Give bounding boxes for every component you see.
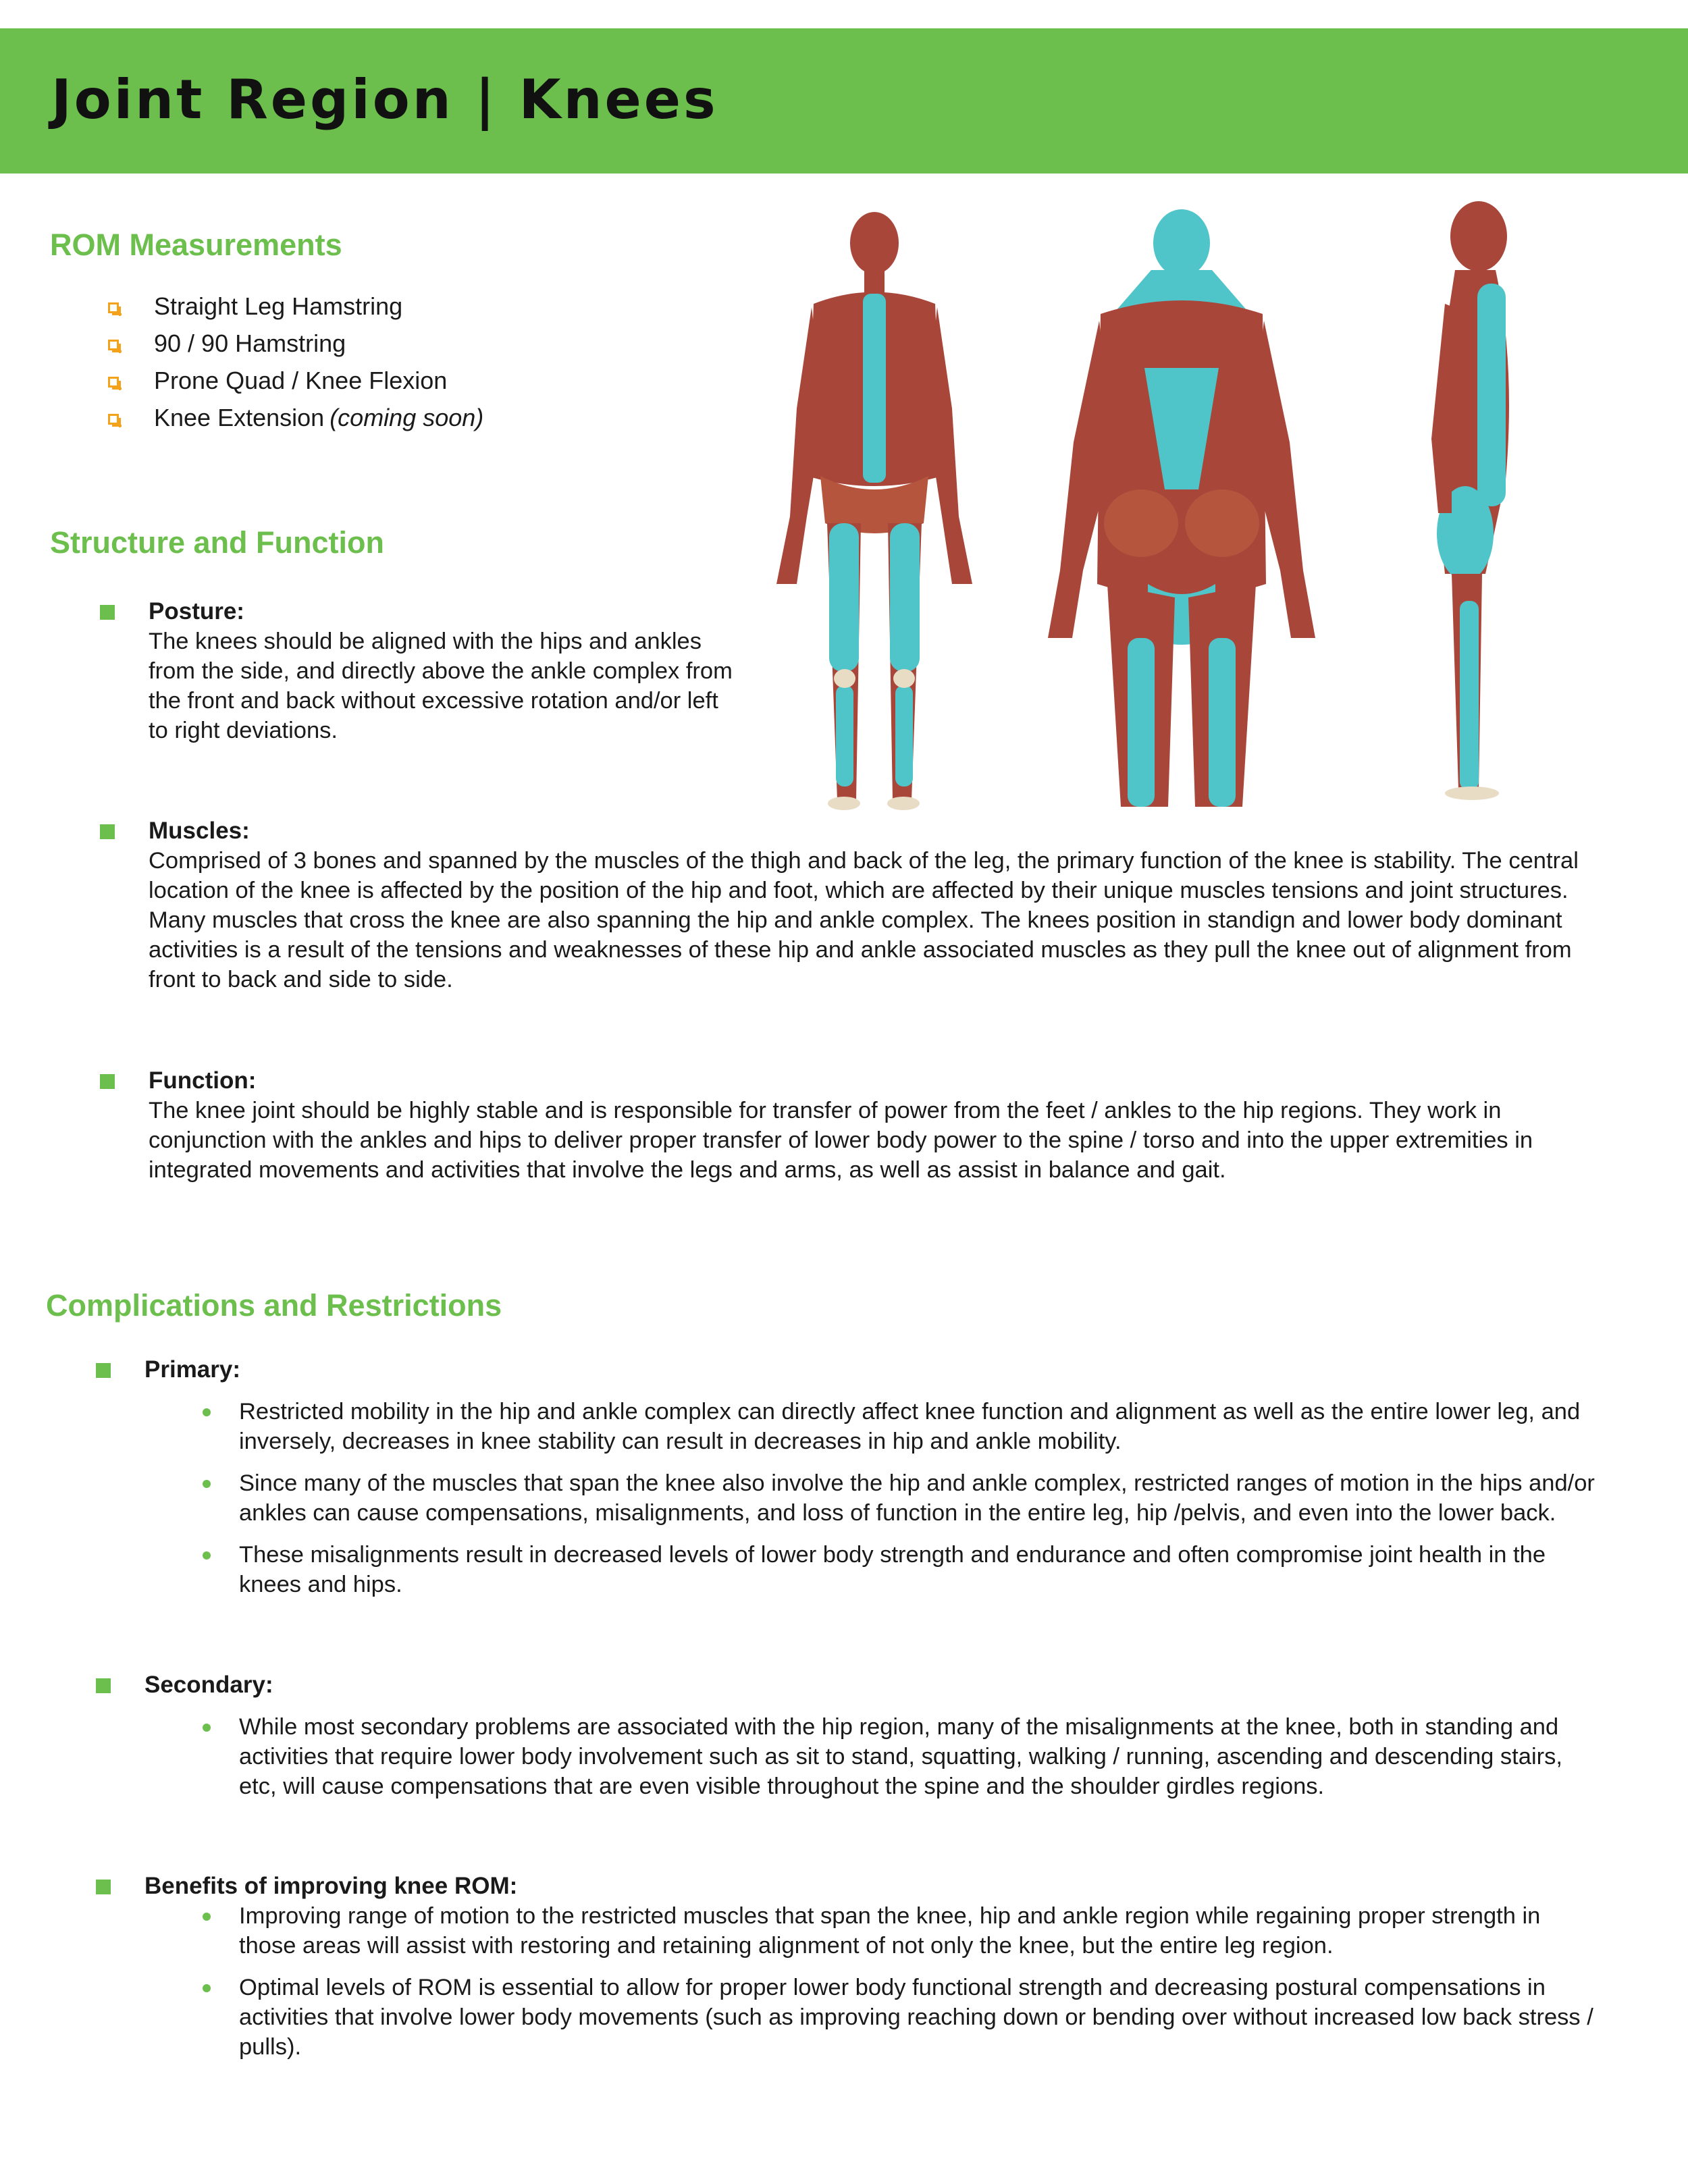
- checkbox-icon: [108, 377, 119, 388]
- rom-item-label: 90 / 90 Hamstring: [154, 329, 346, 357]
- square-bullet-icon: [96, 1678, 111, 1693]
- list-item: Restricted mobility in the hip and ankle complex can directly affect knee function and alignment as well as the entire lower leg, and inversely, decreases in knee stability can result in decreases in hip and ankle mobility.: [144, 1397, 1596, 1456]
- benefits-bullets: [144, 1901, 1596, 2062]
- primary-label: Primary:: [144, 1356, 241, 1383]
- posture-text: The knees should be aligned with the hips and ankles from the side, and directly above the ankle complex from the front and back without excessive rotation and/or left to right deviations.: [149, 629, 733, 743]
- list-item: These misalignments result in decreased levels of lower body strength and endurance and often compromise joint health in the knees and hips.: [144, 1540, 1596, 1599]
- bullet-dot-icon: [203, 1724, 211, 1732]
- square-bullet-icon: [100, 605, 115, 620]
- checkbox-icon: [108, 302, 119, 313]
- secondary-block: [144, 1670, 1596, 1813]
- rom-item: [108, 362, 483, 399]
- list-item: Optimal levels of ROM is essential to allow for proper lower body functional strength and decreasing postural compensations in activities that involve lower body movements (such as improving reaching down or bending over without increased low back stress / pulls).: [144, 1973, 1596, 2062]
- benefits-block: [144, 1871, 1596, 2074]
- rom-item-note: (coming soon): [329, 403, 484, 431]
- checkbox-icon: [108, 340, 119, 350]
- rom-list: [108, 288, 483, 436]
- structure-heading: Structure and Function: [50, 525, 384, 560]
- anatomy-side-figure: [1404, 196, 1539, 803]
- function-label: Function:: [149, 1067, 257, 1094]
- primary-bullets: [144, 1397, 1596, 1599]
- rom-item: [108, 288, 483, 325]
- rom-item: [108, 399, 483, 436]
- list-item: Improving range of motion to the restricted muscles that span the knee, hip and ankle region while regaining proper strength in those areas will assist with restoring and retaining alignment of not only the knee, but the entire leg region.: [144, 1901, 1596, 1961]
- secondary-label: Secondary:: [144, 1672, 273, 1698]
- posture-block: [149, 597, 736, 745]
- anatomy-front-figure: [749, 206, 993, 814]
- rom-item: [108, 325, 483, 362]
- muscles-block: [149, 816, 1580, 994]
- posture-label: Posture:: [149, 598, 244, 624]
- primary-block: [144, 1355, 1596, 1612]
- benefits-label: Benefits of improving knee ROM:: [144, 1873, 518, 1899]
- page-title: Joint Region | Knees: [51, 68, 718, 131]
- bullet-dot-icon: [203, 1408, 211, 1416]
- list-item: While most secondary problems are associated with the hip region, many of the misalignments at the knee, both in standing and activities that require lower body involvement such as sit to stand, squatting, walking / running, ascending and descending stairs, etc, will cause compensations that are even visible throughout the spine and the shoulder girdles regions.: [144, 1712, 1596, 1801]
- rom-item-label: Straight Leg Hamstring: [154, 292, 403, 320]
- rom-item-label: Knee Extension: [154, 403, 325, 431]
- bullet-dot-icon: [203, 1480, 211, 1488]
- bullet-dot-icon: [203, 1913, 211, 1921]
- checkbox-icon: [108, 414, 119, 425]
- rom-item-label: Prone Quad / Knee Flexion: [154, 366, 448, 394]
- muscles-label: Muscles:: [149, 818, 250, 844]
- square-bullet-icon: [100, 1074, 115, 1089]
- muscles-text: Comprised of 3 bones and spanned by the muscles of the thigh and back of the leg, the primary function of the knee is stability. The central location of the knee is affected by the position of the hip and foot, which are affected by their unique muscles tensions and joint structures. Many muscles that cross the knee are also spanning the hip and ankle complex. The knees position in standign and lower body dominant activities is a result of the tensions and weaknesses of these hip and ankle associated muscles as they pull the knee out of alignment from front to back and side to side.: [149, 848, 1579, 992]
- list-item: Since many of the muscles that span the knee also involve the hip and ankle complex, restricted ranges of motion in the hips and/or ankles can cause compensations, misalignments, and loss of function in the entire leg, hip /pelvis, and even into the lower back.: [144, 1468, 1596, 1528]
- bullet-dot-icon: [203, 1984, 211, 1992]
- square-bullet-icon: [100, 824, 115, 839]
- square-bullet-icon: [96, 1880, 111, 1894]
- function-text: The knee joint should be highly stable and is responsible for transfer of power from the feet / ankles to the hip regions. They work in conjunction with the ankles and hips to deliver proper transfer of lower body power to the spine / torso and into the upper extremities in integrated movements and activities that involve the legs and arms, as well as assist in balance and gait.: [149, 1098, 1533, 1183]
- secondary-bullets: [144, 1712, 1596, 1801]
- square-bullet-icon: [96, 1363, 111, 1378]
- bullet-dot-icon: [203, 1551, 211, 1560]
- function-block: [149, 1066, 1593, 1185]
- anatomy-back-figure: [1033, 206, 1330, 814]
- complications-heading: Complications and Restrictions: [46, 1288, 502, 1323]
- rom-heading: ROM Measurements: [50, 228, 342, 262]
